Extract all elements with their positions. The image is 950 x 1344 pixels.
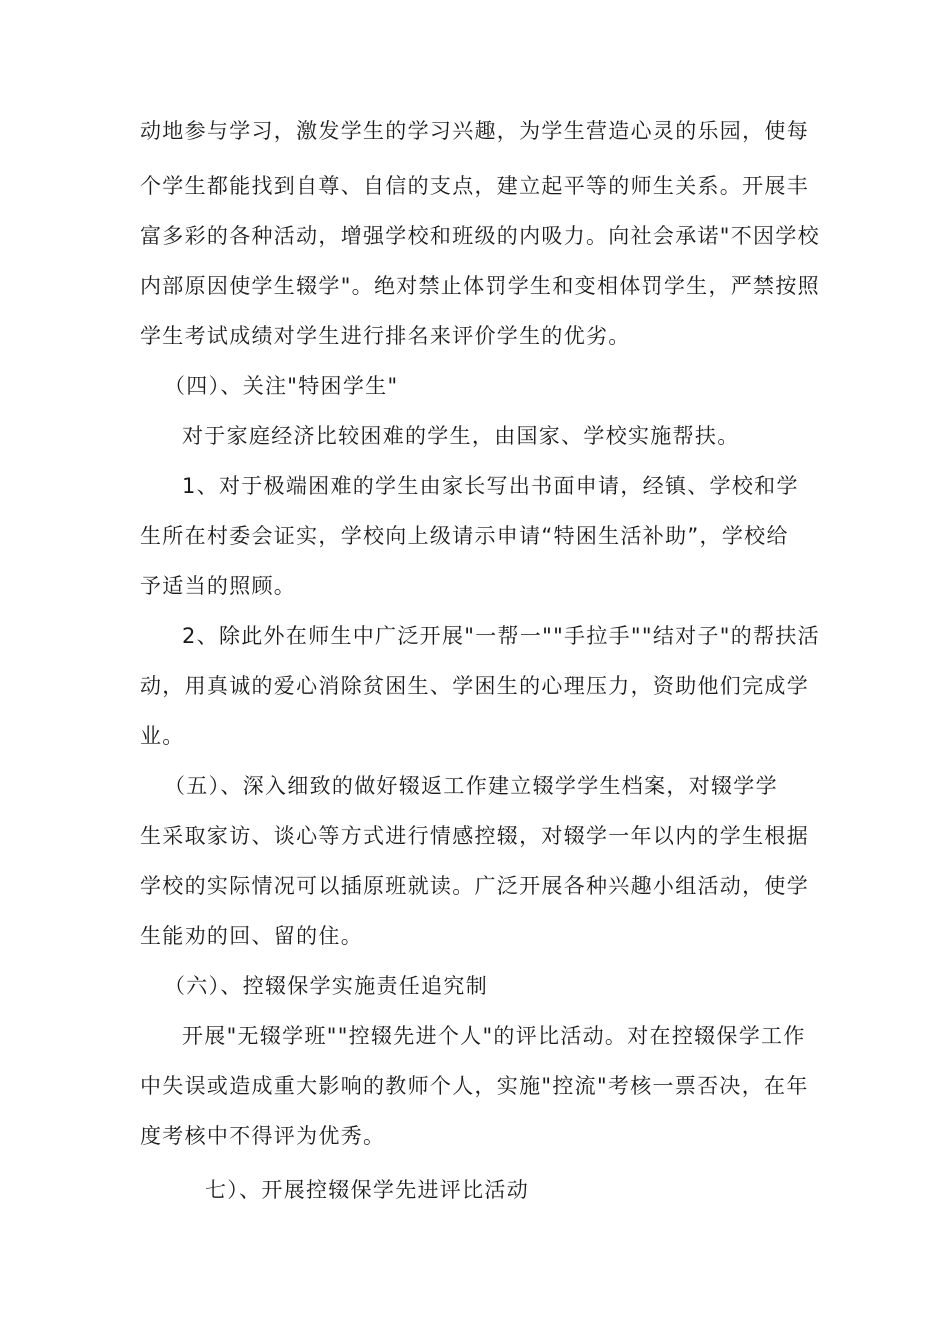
paragraph-line: 业。 <box>140 724 185 748</box>
paragraph-line: 动，用真诚的爱心消除贫困生、学困生的心理压力，资助他们完成学 <box>140 674 809 698</box>
paragraph-line: 度考核中不得评为优秀。 <box>140 1124 386 1148</box>
paragraph-line: 生能劝的回、留的住。 <box>140 924 363 948</box>
paragraph-line: 内部原因使学生辍学"。绝对禁止体罚学生和变相体罚学生，严禁按照 <box>140 274 820 298</box>
section-heading: （四）、关注"特困学生" <box>164 374 399 398</box>
paragraph-line: 学校的实际情况可以插原班就读。广泛开展各种兴趣小组活动，使学 <box>140 874 809 898</box>
paragraph-line: （五）、深入细致的做好辍返工作建立辍学学生档案，对辍学学 <box>164 774 778 798</box>
section-heading: （六）、控辍保学实施责任追究制 <box>164 974 488 998</box>
paragraph-line: 对于家庭经济比较困难的学生，由国家、学校实施帮扶。 <box>182 424 740 448</box>
paragraph-line: 中失误或造成重大影响的教师个人，实施"控流"考核一票否决，在年 <box>140 1074 809 1098</box>
paragraph-line: 生采取家访、谈心等方式进行情感控辍，对辍学一年以内的学生根据 <box>140 824 809 848</box>
paragraph-line: 2、除此外在师生中广泛开展"一帮一""手拉手""结对子"的帮扶活 <box>182 624 820 648</box>
paragraph-line: 个学生都能找到自尊、自信的支点，建立起平等的师生关系。开展丰 <box>140 174 809 198</box>
paragraph-line: 1、对于极端困难的学生由家长写出书面申请，经镇、学校和学 <box>182 474 799 498</box>
section-heading: 七）、开展控辍保学先进评比活动 <box>205 1178 529 1202</box>
paragraph-line: 动地参与学习，激发学生的学习兴趣，为学生营造心灵的乐园，使每 <box>140 119 809 143</box>
paragraph-line: 生所在村委会证实，学校向上级请示申请“特困生活补助”，学校给 <box>140 524 789 548</box>
paragraph-line: 富多彩的各种活动，增强学校和班级的内吸力。向社会承诺"不因学校 <box>140 224 820 248</box>
paragraph-line: 予适当的照顾。 <box>140 574 297 598</box>
paragraph-line: 学生考试成绩对学生进行排名来评价学生的优劣。 <box>140 324 631 348</box>
paragraph-line: 开展"无辍学班""控辍先进个人"的评比活动。对在控辍保学工作 <box>182 1024 806 1048</box>
